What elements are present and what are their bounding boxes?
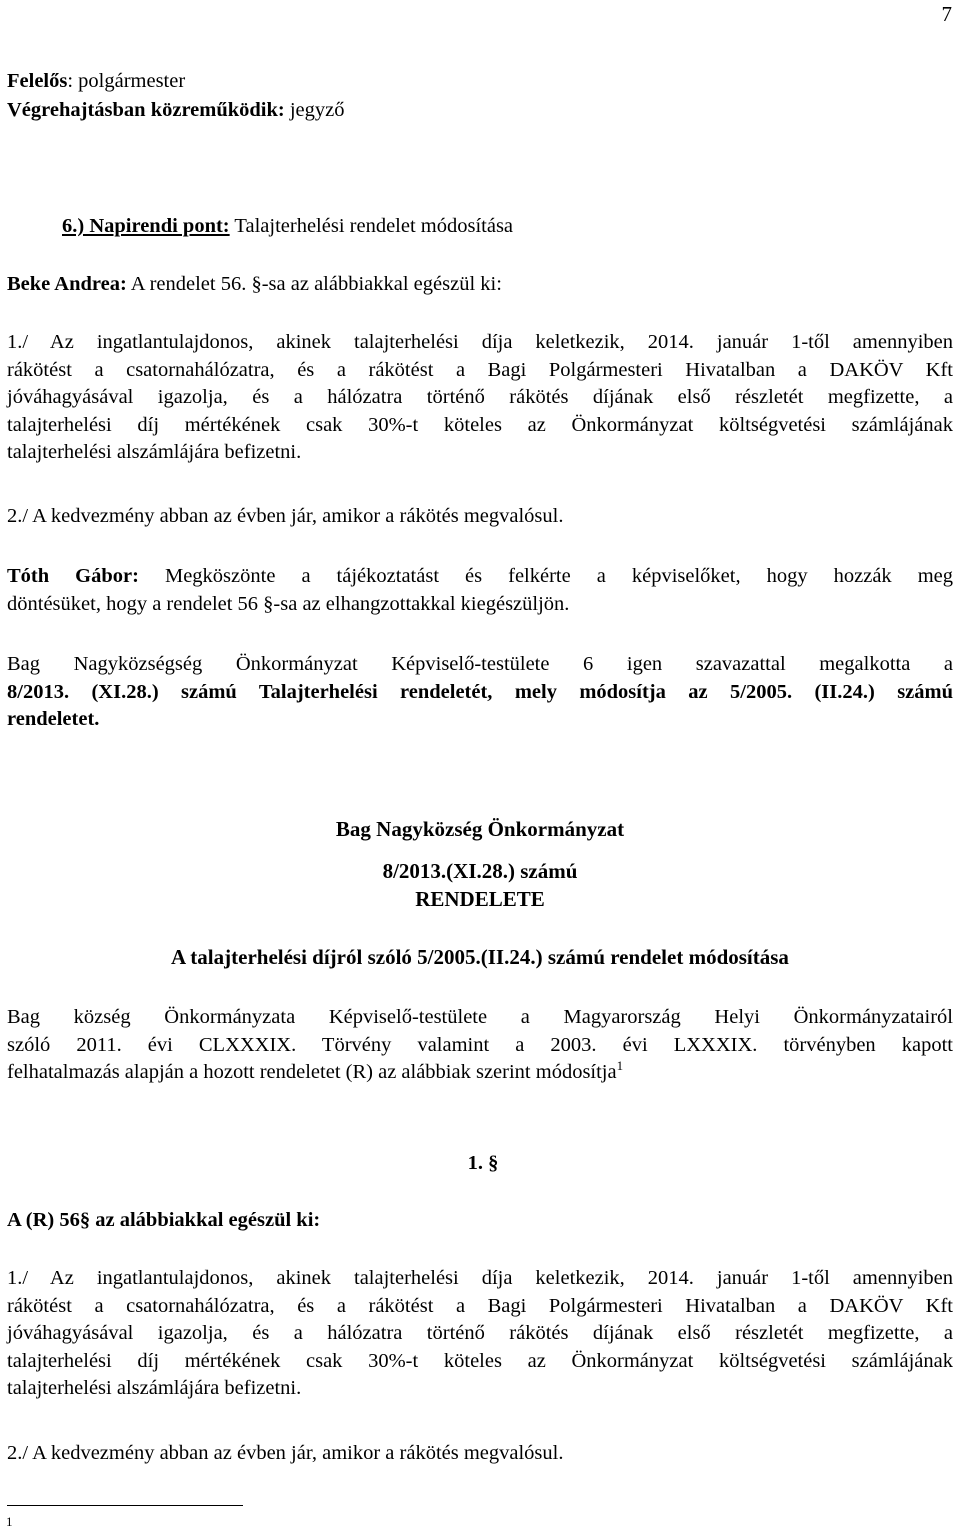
footnote-reference[interactable]: 1	[616, 1058, 624, 1074]
amendment-point-1-line: jóváhagyásával igazolja, és a hálózatra történő rákötés díjának első részletét megfizette, a	[7, 1322, 953, 1344]
toth-line-1	[7, 563, 953, 591]
decree-type: RENDELETE	[415, 887, 545, 911]
page-number: 7	[941, 2, 952, 26]
executor-line	[7, 97, 953, 125]
amendment-point-2-paragraph: 2./ A kedvezmény abban az évben jár, amikor a rákötés megvalósul.	[7, 1442, 564, 1464]
point-2-paragraph: 2./ A kedvezmény abban az évben jár, amikor a rákötés megvalósul.	[7, 505, 564, 527]
preamble-line-3	[7, 1059, 953, 1087]
responsible-label: Felelős	[7, 70, 68, 92]
toth-text: Megköszönte a tájékoztatást és felkérte a képviselőket, hogy hozzák meg	[138, 565, 953, 587]
point-1-line: talajterhelési alszámlájára befizetni.	[7, 441, 302, 463]
beke-statement	[7, 271, 953, 299]
toth-line-2: döntésüket, hogy a rendelet 56 §-sa az elhangzottakkal kiegészüljön.	[7, 592, 570, 615]
amendment-point-1-paragraph	[7, 1265, 953, 1403]
amendment-point-1-line: talajterhelési díj mértékének csak 30%-t köteles az Önkormányzat költségvetési számlájának	[7, 1349, 953, 1372]
agenda-label: 6.) Napirendi pont:	[62, 215, 230, 237]
toth-statement	[7, 563, 953, 618]
resolution-paragraph	[7, 651, 953, 734]
point-1-line: rákötést a csatornahálózatra, és a rákötést a Bagi Polgármesteri Hivatalban a DAKÖV Kft	[7, 358, 953, 381]
decree-issuer: Bag Nagyközség Önkormányzat	[335, 817, 625, 841]
agenda-title: Talajterhelési rendelet módosítása	[229, 215, 514, 237]
resolution-line-1: Bag Nagyközségség Önkormányzat Képviselő-testülete 6 igen szavazattal megalkotta a	[7, 653, 953, 675]
footnote-separator	[7, 1505, 243, 1506]
beke-text: A rendelet 56. §-sa az alábbiakkal egészül ki:	[126, 273, 502, 295]
preamble-paragraph	[7, 1004, 953, 1087]
section-heading: A (R) 56§ az alábbiakkal egészül ki:	[7, 1209, 321, 1231]
section-number-text: 1. §	[467, 1152, 499, 1174]
responsible-line	[7, 68, 953, 96]
point-1-line: talajterhelési díj mértékének csak 30%-t köteles az Önkormányzat költségvetési számlájának	[7, 413, 953, 436]
point-1-paragraph	[7, 329, 953, 467]
resolution-line-2: 8/2013. (XI.28.) számú Talajterhelési rendeletét, mely módosítja az 5/2005. (II.24.) számú	[7, 680, 953, 703]
executor-label: Végrehajtásban közreműködik:	[7, 98, 285, 121]
decree-subject: A talajterhelési díjról szóló 5/2005.(II.24.) számú rendelet módosítása	[171, 945, 789, 969]
amendment-point-1-line: rákötést a csatornahálózatra, és a rákötést a Bagi Polgármesteri Hivatalban a DAKÖV Kft	[7, 1294, 953, 1317]
beke-speaker: Beke Andrea:	[7, 273, 127, 295]
preamble-line-2: szóló 2011. évi CLXXXIX. Törvény valamint a 2003. évi LXXXIX. törvényben kapott	[7, 1033, 953, 1056]
amendment-point-1-line: 1./ Az ingatlantulajdonos, akinek talajterhelési díja keletkezik, 2014. január 1-től amennyiben	[7, 1267, 953, 1289]
footnote-number: 1	[6, 1514, 13, 1529]
decree-number: 8/2013.(XI.28.) számú	[382, 859, 578, 883]
preamble-text: felhatalmazás alapján a hozott rendeletet (R) az alábbiak szerint módosítja	[7, 1061, 617, 1083]
amendment-point-1-line: talajterhelési alszámlájára befizetni.	[7, 1377, 302, 1399]
section-number	[0, 1152, 960, 1175]
agenda-item	[7, 213, 960, 241]
executor-value: jegyző	[284, 98, 345, 121]
header-block	[7, 68, 953, 124]
resolution-line-3: rendeletet.	[7, 708, 100, 730]
toth-speaker: Tóth Gábor:	[7, 565, 139, 587]
preamble-line-1: Bag község Önkormányzata Képviselő-testülete a Magyarország Helyi Önkormányzatairól	[7, 1006, 953, 1028]
point-1-line: jóváhagyásával igazolja, és a hálózatra történő rákötés díjának első részletét megfizette, a	[7, 386, 953, 408]
responsible-value: : polgármester	[67, 70, 186, 92]
point-1-line: 1./ Az ingatlantulajdonos, akinek talajterhelési díja keletkezik, 2014. január 1-től amennyiben	[7, 331, 953, 353]
